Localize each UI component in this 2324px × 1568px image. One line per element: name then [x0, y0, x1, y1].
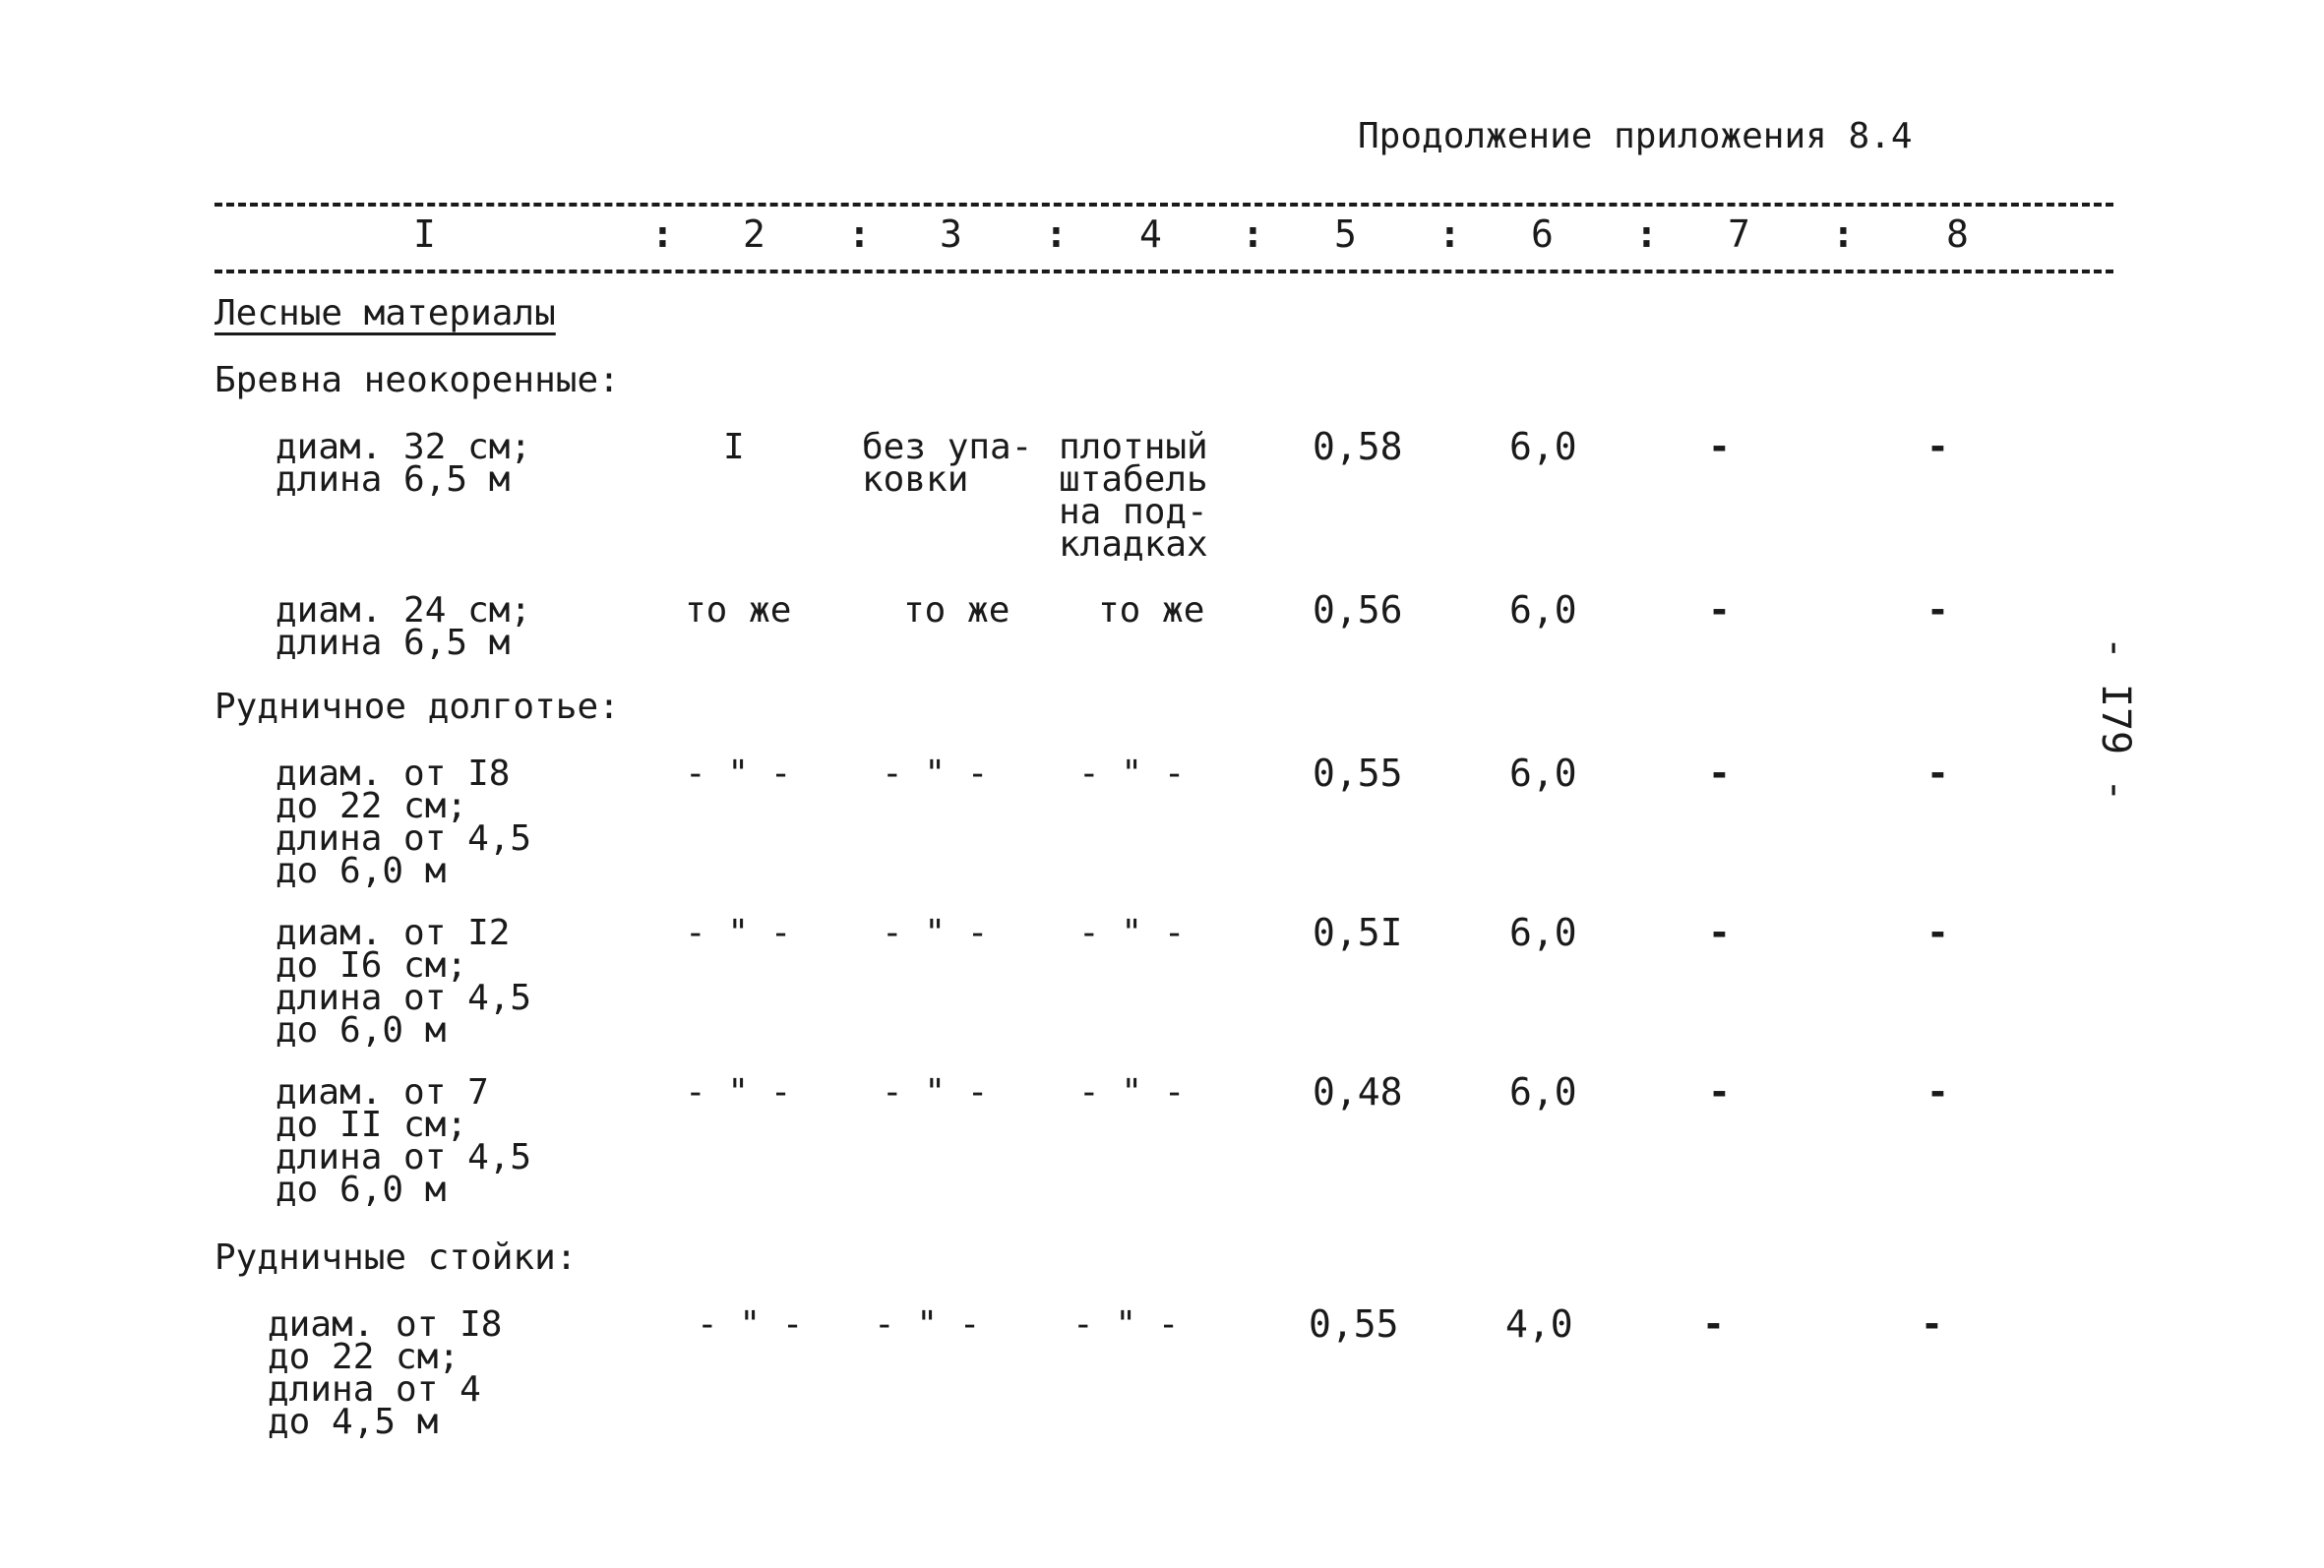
table-cell-col7: -: [1708, 1070, 1731, 1114]
table-cell-col2: - " -: [697, 1304, 804, 1345]
column-header-6: 6: [1531, 212, 1554, 256]
table-cell-col3: - " -: [882, 754, 989, 794]
table-cell-col8: -: [1926, 752, 1949, 795]
table-cell-col7: -: [1708, 911, 1731, 954]
table-cell-col2: I: [723, 427, 745, 467]
column-separator: :: [1438, 212, 1461, 256]
column-separator: :: [1832, 212, 1855, 256]
table-cell-description: диам. 32 см; длина 6,5 м: [275, 427, 532, 500]
table-cell-col6: 6,0: [1509, 752, 1577, 795]
section-title: Рудничное долготье:: [214, 687, 620, 727]
table-cell-description: диам. 24 см; длина 6,5 м: [275, 590, 532, 663]
column-separator: :: [848, 212, 871, 256]
column-header-2: 2: [743, 212, 765, 256]
table-cell-col3: без упа- ковки: [862, 427, 1033, 500]
table-cell-col5: 0,56: [1313, 588, 1403, 632]
table-cell-description: диам. от I8 до 22 см; длина от 4 до 4,5 м: [268, 1304, 503, 1442]
table-cell-col8: -: [1926, 911, 1949, 954]
table-cell-col7: -: [1708, 425, 1731, 468]
section-title: Бревна неокоренные:: [214, 360, 620, 400]
table-cell-col2: - " -: [685, 913, 792, 953]
column-header-4: 4: [1139, 212, 1162, 256]
table-cell-col6: 6,0: [1509, 1070, 1577, 1114]
table-cell-col7: -: [1708, 752, 1731, 795]
table-cell-description: диам. от 7 до II см; длина от 4,5 до 6,0 м: [275, 1072, 532, 1210]
table-cell-col5: 0,55: [1313, 752, 1403, 795]
column-header-3: 3: [940, 212, 962, 256]
column-separator: :: [1242, 212, 1264, 256]
column-separator: :: [1045, 212, 1068, 256]
table-cell-col7: -: [1708, 588, 1731, 632]
table-cell-col8: -: [1926, 588, 1949, 632]
column-header-7: 7: [1728, 212, 1750, 256]
column-separator: :: [1635, 212, 1658, 256]
table-cell-col6: 6,0: [1509, 911, 1577, 954]
page-heading: Продолжение приложения 8.4: [1358, 116, 1913, 156]
table-cell-description: диам. от I8 до 22 см; длина от 4,5 до 6,0 м: [275, 754, 532, 891]
table-cell-col4: - " -: [1078, 913, 1186, 953]
table-cell-col6: 6,0: [1509, 588, 1577, 632]
table-cell-col3: - " -: [882, 913, 989, 953]
table-cell-col5: 0,55: [1309, 1302, 1399, 1346]
table-cell-col5: 0,48: [1313, 1070, 1403, 1114]
table-cell-col5: 0,58: [1313, 425, 1403, 468]
table-cell-col3: - " -: [874, 1304, 981, 1345]
table-cell-col8: -: [1926, 1070, 1949, 1114]
table-cell-col2: - " -: [685, 754, 792, 794]
table-cell-col8: -: [1926, 425, 1949, 468]
page-number-text: - I79 -: [2093, 635, 2138, 803]
table-cell-col2: - " -: [685, 1072, 792, 1113]
table-cell-col3: - " -: [882, 1072, 989, 1113]
table-cell-col3: то же: [903, 590, 1010, 631]
table-cell-col4: то же: [1098, 590, 1205, 631]
section-title: Лесные материалы: [214, 293, 556, 333]
table-cell-description: диам. от I2 до I6 см; длина от 4,5 до 6,0 м: [275, 913, 532, 1051]
table-cell-col4: плотный штабель на под- кладках: [1059, 427, 1208, 565]
table-cell-col7: -: [1702, 1302, 1725, 1346]
table-cell-col4: - " -: [1078, 1072, 1186, 1113]
column-separator: :: [651, 212, 674, 256]
section-title: Рудничные стойки:: [214, 1237, 578, 1278]
table-cell-col2: то же: [685, 590, 792, 631]
table-header-rule: [214, 270, 2113, 273]
table-cell-col5: 0,5I: [1313, 911, 1403, 954]
column-header-5: 5: [1334, 212, 1357, 256]
page-number: [2093, 626, 2138, 813]
table-cell-col4: - " -: [1078, 754, 1186, 794]
column-header-8: 8: [1946, 212, 1969, 256]
table-cell-col6: 4,0: [1505, 1302, 1573, 1346]
table-cell-col4: - " -: [1072, 1304, 1180, 1345]
table-cell-col8: -: [1921, 1302, 1943, 1346]
table-cell-col6: 6,0: [1509, 425, 1577, 468]
column-header-1: I: [413, 212, 436, 256]
table-top-rule: [214, 203, 2113, 207]
